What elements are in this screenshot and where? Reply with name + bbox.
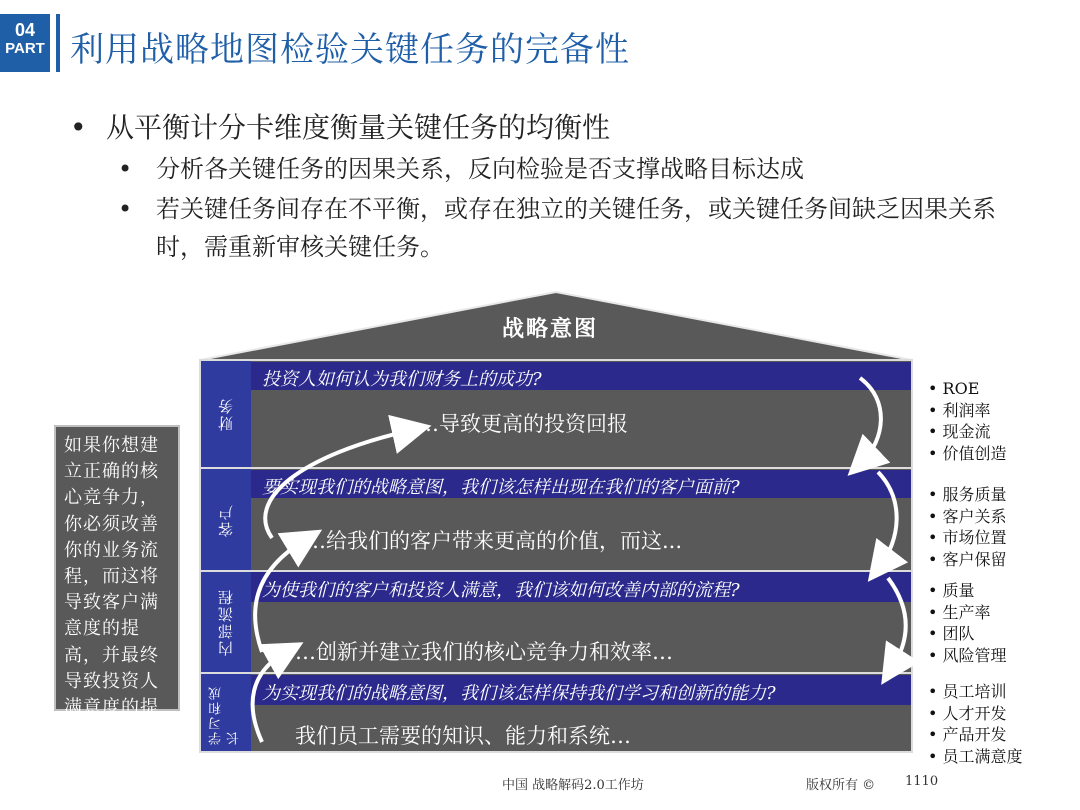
part-number: 04: [14, 20, 36, 40]
side-note-box: 如果你想建立正确的核心竞争力，你必须改善你的业务流程，而这将导致客户满意度的提高，并最终导致投资人满意度的提高: [54, 425, 180, 711]
metric-item: • 人才开发: [928, 703, 1023, 725]
metric-item: • 利润率: [928, 400, 1007, 422]
metrics-customer: [928, 484, 1007, 570]
bullet-sub-1: • 分析各关键任务的因果关系，反向检验是否支撑战略目标达成: [70, 150, 1030, 188]
metric-item: • 价值创造: [928, 443, 1007, 465]
page-title: 利用战略地图检验关键任务的完备性: [70, 30, 630, 70]
metric-item: • 服务质量: [928, 484, 1007, 506]
question-customer: 要实现我们的战略意图，我们该怎样出现在我们的客户面前?: [262, 477, 740, 498]
page-number: 1110: [905, 774, 939, 789]
metrics-finance: [928, 378, 1007, 464]
question-learning: 为实现我们的战略意图，我们该怎样保持我们学习和创新的能力?: [262, 683, 776, 704]
metric-item: • 现金流: [928, 421, 1007, 443]
metric-item: • 生产率: [928, 602, 1007, 624]
metrics-learning: [928, 681, 1023, 767]
metric-item: • 员工培训: [928, 681, 1023, 703]
metric-item: • 质量: [928, 580, 1007, 602]
question-process: 为使我们的客户和投资人满意，我们该如何改善内部的流程?: [262, 580, 740, 601]
answer-process: …创新并建立我们的核心竞争力和效率…: [295, 640, 673, 664]
part-label: PART: [5, 40, 45, 57]
metric-item: • 产品开发: [928, 724, 1023, 746]
metric-item: • 客户保留: [928, 549, 1007, 571]
metric-item: • 市场位置: [928, 527, 1007, 549]
answer-learning: 我们员工需要的知识、能力和系统…: [295, 724, 631, 748]
row-label-finance: 财务: [217, 397, 235, 431]
metric-item: • 客户关系: [928, 506, 1007, 528]
question-finance: 投资人如何认为我们财务上的成功?: [262, 369, 542, 390]
row-label-learning: 学习和成长: [209, 685, 242, 745]
row-label-customer: 客户: [217, 503, 235, 537]
footer-copyright: 版权所有 ©: [806, 778, 876, 793]
metric-item: • 员工满意度: [928, 746, 1023, 768]
footer-workshop: 中国 战略解码2.0工作坊: [502, 778, 644, 793]
answer-customer: …给我们的客户带来更高的价值，而这...: [305, 529, 683, 553]
metric-item: • ROE: [928, 378, 1007, 400]
metrics-process: [928, 580, 1007, 666]
bullet-main: • 从平衡计分卡维度衡量关键任务的均衡性: [70, 108, 1030, 148]
metric-item: • 风险管理: [928, 645, 1007, 667]
metric-item: • 团队: [928, 623, 1007, 645]
answer-finance: …导致更高的投资回报: [418, 412, 628, 436]
strategic-intent-label: 战略意图: [501, 316, 598, 342]
row-label-process: 内部流程: [217, 588, 235, 656]
bullet-sub-2: • 若关键任务间存在不平衡，或存在独立的关键任务，或关键任务间缺乏因果关系时，需重新审核关键任务。: [70, 190, 1030, 266]
